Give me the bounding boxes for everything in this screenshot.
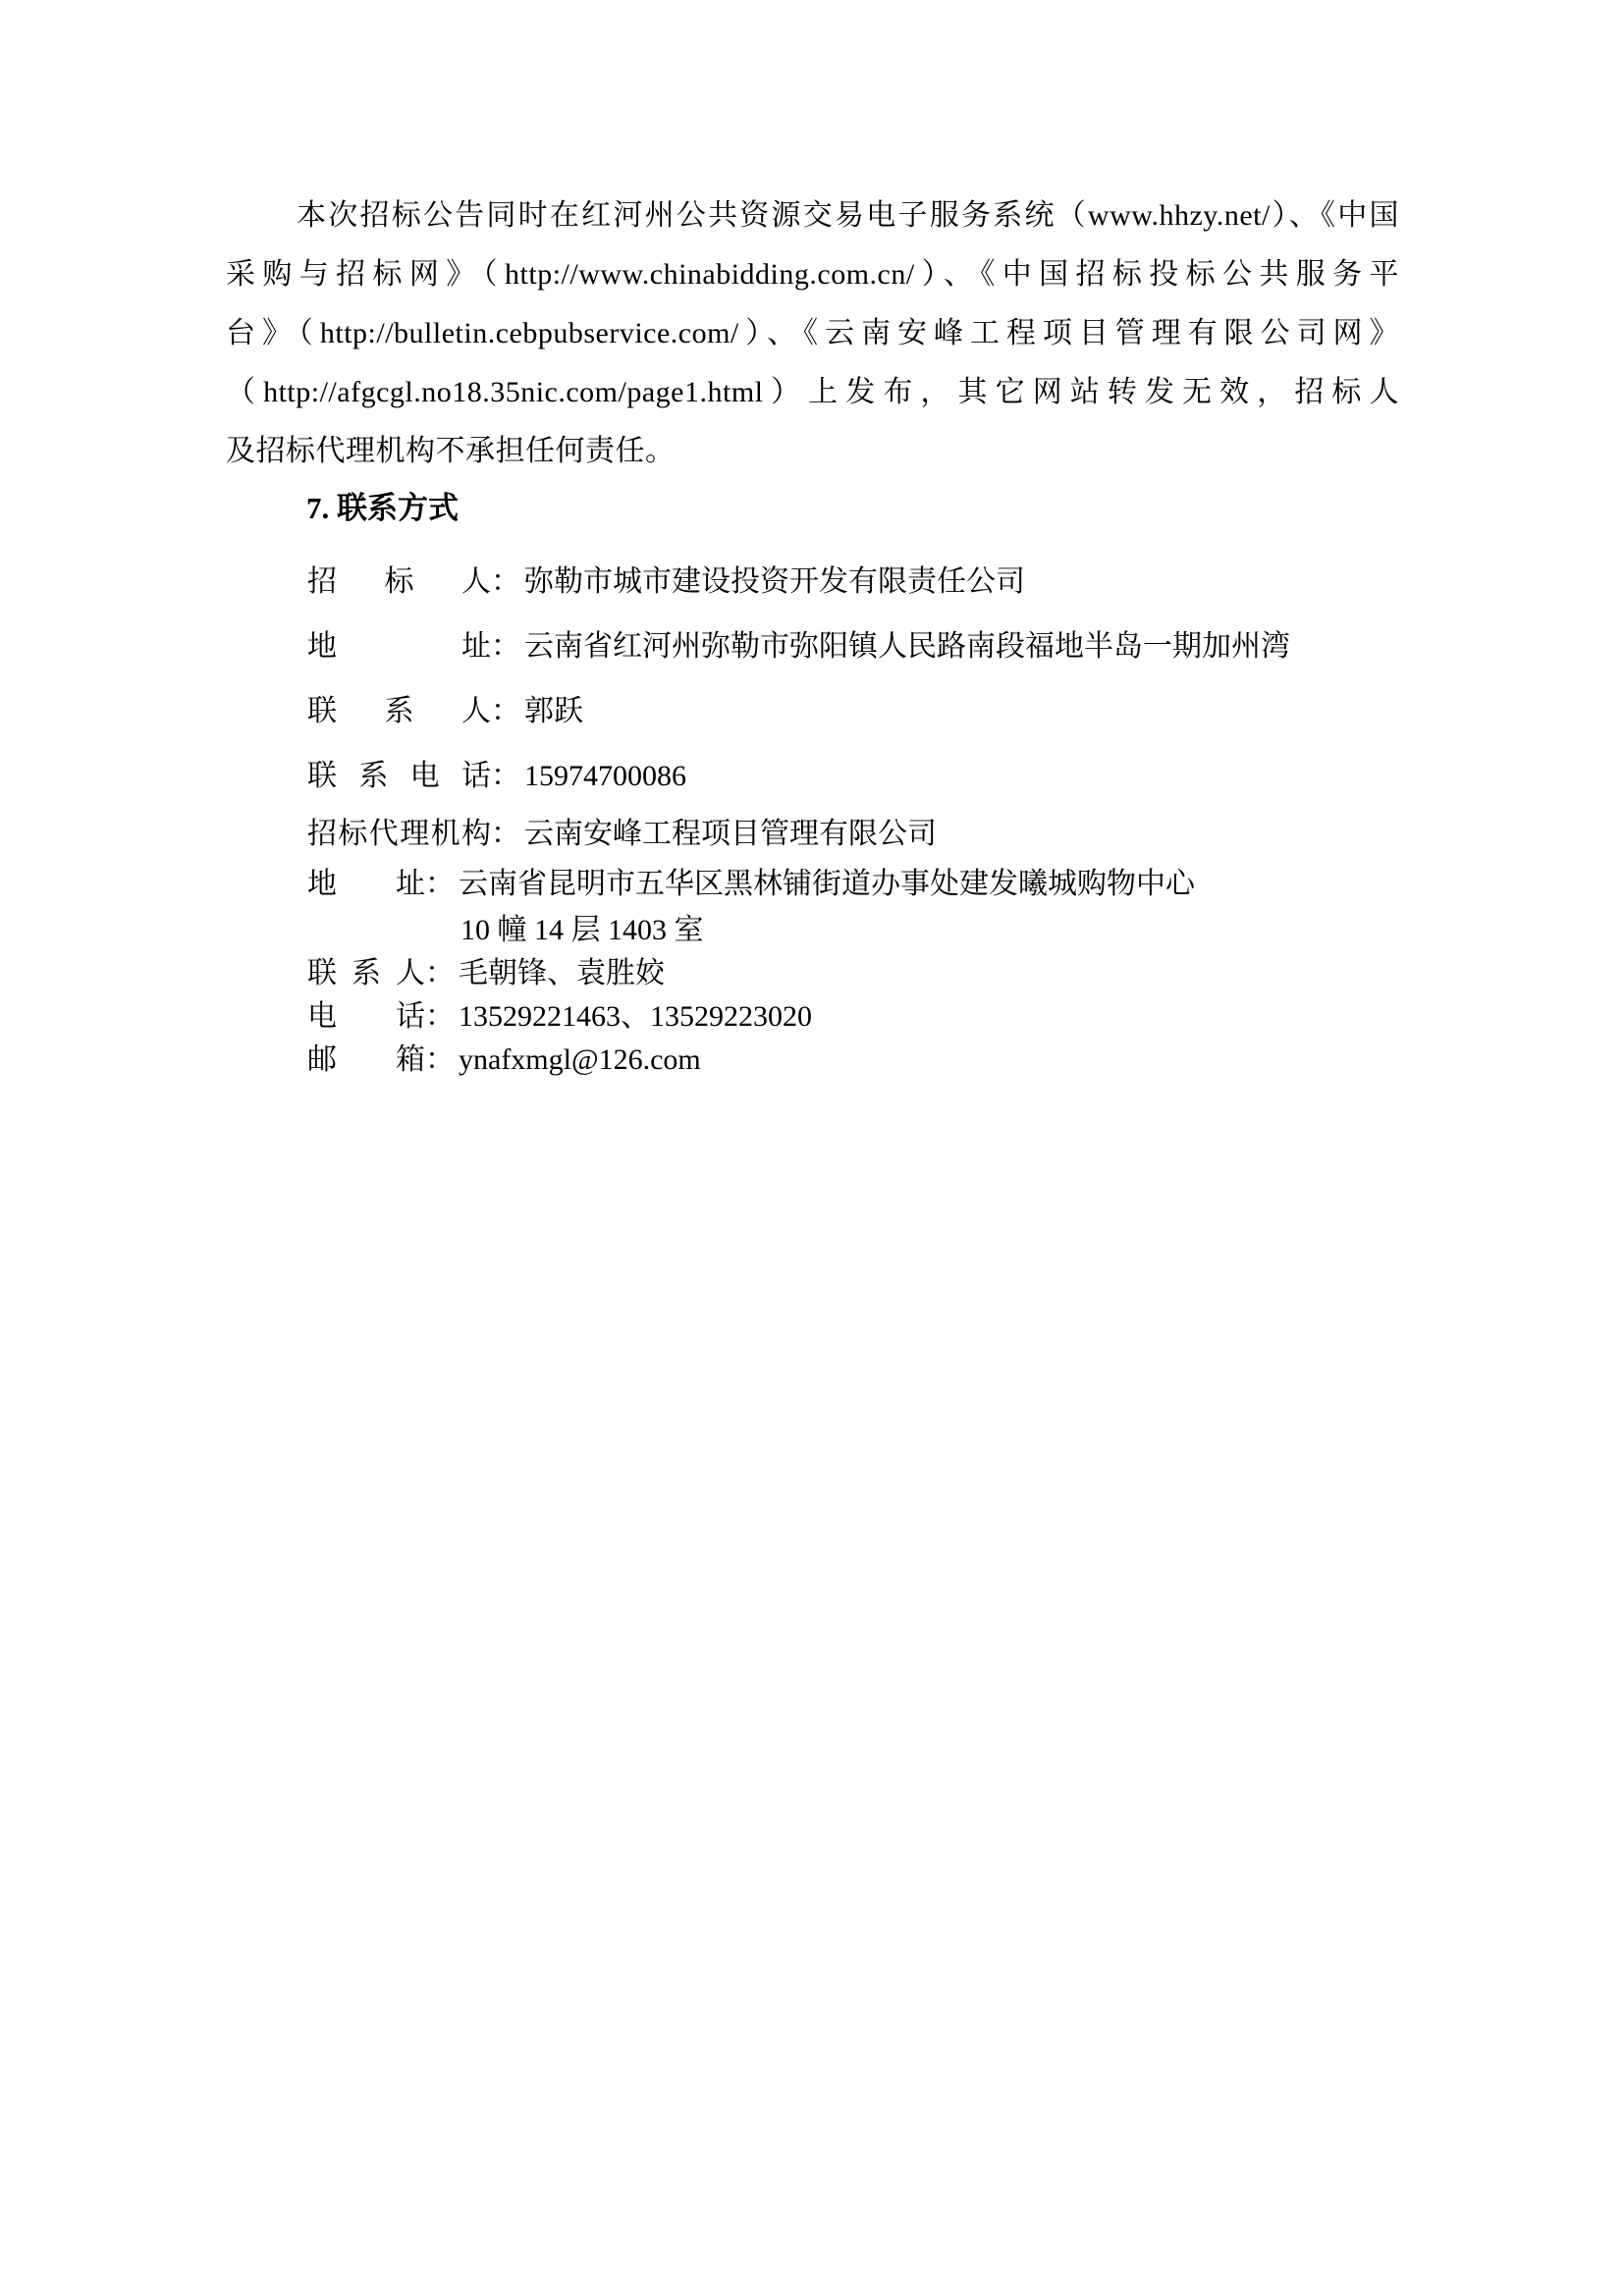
contact-value: 弥勒市城市建设投资开发有限责任公司 xyxy=(524,565,1025,598)
announcement-paragraph xyxy=(226,187,1399,481)
paragraph-line: 及招标代理机构不承担任何责任。 xyxy=(226,435,676,467)
contact-colon: ： xyxy=(491,760,520,792)
paragraph-line: 本次招标公告同时在红河州公共资源交易电子服务系统（www.hhzy.net/）、《中国 xyxy=(297,199,1399,232)
contact-value: 郭跃 xyxy=(524,695,583,727)
contact-row-tenderer-address xyxy=(307,614,1399,679)
contact-colon: ： xyxy=(491,630,520,663)
contact-label: 联系电话 xyxy=(307,760,491,792)
contact-label: 地址 xyxy=(307,630,491,663)
page-content xyxy=(226,187,1399,1082)
contact-row-agency-contact-person xyxy=(307,952,1399,995)
contact-label: 邮箱 xyxy=(307,1043,425,1076)
contact-colon: ： xyxy=(491,565,520,598)
contact-value: ynafxmgl@126.com xyxy=(459,1043,701,1076)
contact-label: 招标代理机构 xyxy=(307,818,491,850)
contact-label: 电话 xyxy=(307,1000,425,1033)
section-heading: 7. 联系方式 xyxy=(306,491,459,525)
contact-colon: ： xyxy=(425,1043,455,1076)
contact-list xyxy=(307,550,1399,1082)
contact-colon: ： xyxy=(425,957,455,989)
paragraph-line: （http://afgcgl.no18.35nic.com/page1.html）上发布，其它网站转发无效，招标人 xyxy=(226,376,1399,408)
contact-colon: ： xyxy=(491,695,520,727)
contact-row-agency-address xyxy=(307,859,1399,909)
contact-row-agency-phone xyxy=(307,995,1399,1039)
contact-row-agency-email xyxy=(307,1039,1399,1082)
contact-value: 毛朝锋、袁胜姣 xyxy=(459,957,665,989)
contact-row-contact-person xyxy=(307,679,1399,744)
contact-label: 联系人 xyxy=(307,957,425,989)
contact-value: 15974700086 xyxy=(524,760,686,792)
paragraph-line: 采购与招标网》（http://www.chinabidding.com.cn/）、《中国招标投标公共服务平 xyxy=(226,258,1399,291)
contact-value: 云南安峰工程项目管理有限公司 xyxy=(524,818,937,850)
contact-label: 招标人 xyxy=(307,565,491,598)
contact-colon: ： xyxy=(425,868,455,900)
contact-row-tenderer xyxy=(307,550,1399,614)
contact-row-phone xyxy=(307,744,1399,809)
contact-label: 地址 xyxy=(307,868,425,900)
contact-row-agency xyxy=(307,809,1399,859)
contact-value: 云南省红河州弥勒市弥阳镇人民路南段福地半岛一期加州湾 xyxy=(524,630,1290,663)
contact-value: 10 幢 14 层 1403 室 xyxy=(460,914,704,946)
contact-row-address-continuation xyxy=(307,909,1399,952)
paragraph-line: 台》（http://bulletin.cebpubservice.com/）、《云南安峰工程项目管理有限公司网》 xyxy=(226,317,1399,349)
contact-value: 云南省昆明市五华区黑林铺街道办事处建发曦城购物中心 xyxy=(459,868,1195,900)
contact-colon: ： xyxy=(491,818,520,850)
contact-label: 联系人 xyxy=(307,695,491,727)
contact-colon: ： xyxy=(425,1000,455,1033)
contact-value: 13529221463、13529223020 xyxy=(459,1000,812,1033)
